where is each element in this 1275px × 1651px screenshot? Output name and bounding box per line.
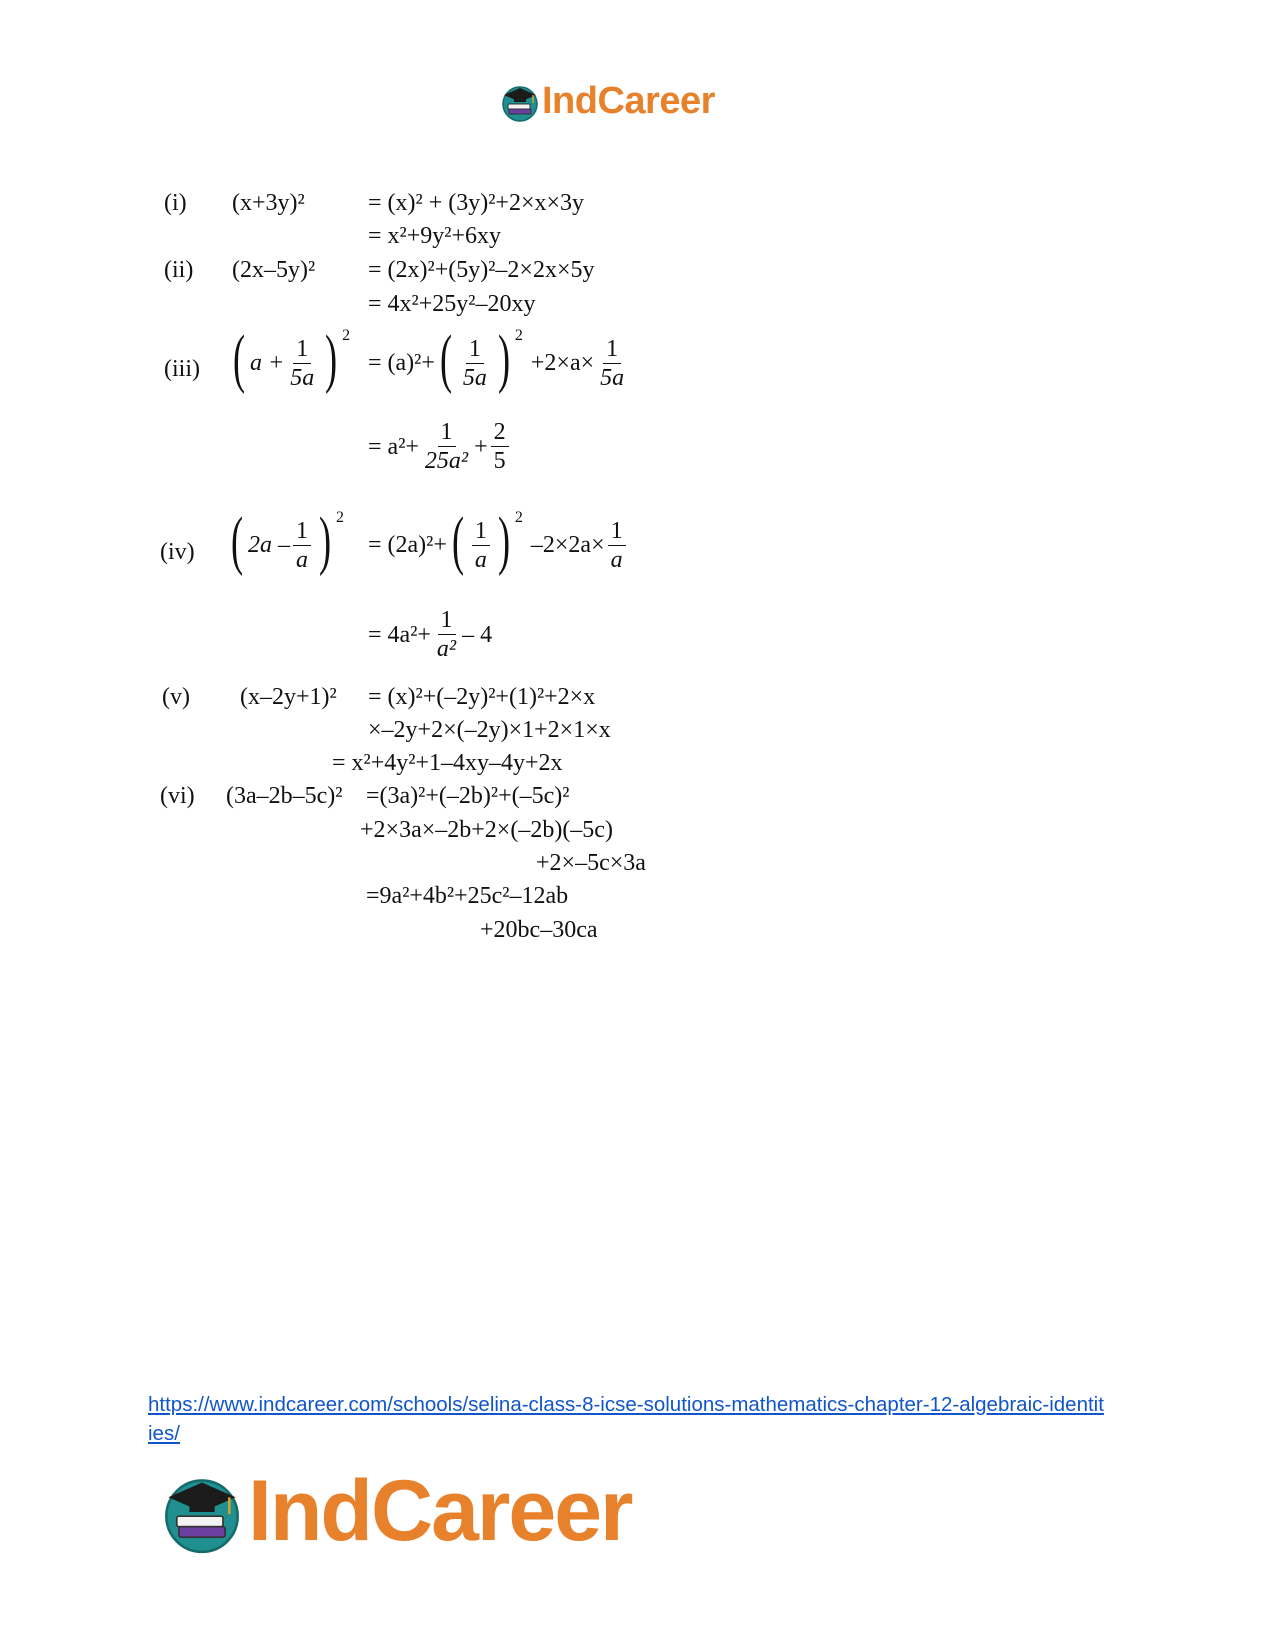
graduation-cap-icon [160, 1470, 244, 1554]
solution-v-step2: ×–2y+2×(–2y)×1+2×1×x [368, 717, 611, 743]
solution-iii-step1: = (a)²+ ( $\frac{1}{5a}$ ) 2 +2×a× $\frac{1}{5a}$ [368, 322, 625, 395]
solution-iii-expr-term: a + [249, 350, 285, 376]
solution-iii-label: (iii) [164, 356, 200, 382]
solution-i-expression: (x+3y)² [232, 190, 305, 216]
solution-iv-expression: ( 2a – $\frac{1}{a}$ ) 2 [230, 504, 344, 577]
solution-iii-step2: = a²+ $\frac{1}{\text{25a²}}$ + $\frac{2}{5}$ [368, 420, 512, 473]
solution-vi-step1: =(3a)²+(–2b)²+(–5c)² [366, 783, 570, 809]
solution-vi-label: (vi) [160, 783, 195, 809]
solution-ii-step1: = (2x)²+(5y)²–2×2x×5y [368, 257, 595, 283]
solution-iv-label: (iv) [160, 539, 195, 565]
solution-vi-step5: +20bc–30ca [480, 917, 598, 943]
solution-ii-expression: (2x–5y)² [232, 257, 316, 283]
source-url-link[interactable]: https://www.indcareer.com/schools/selina-class-8-icse-solutions-mathematics-chapter-12-algebraic-identities/ [148, 1393, 1104, 1445]
solution-vi-expression: (3a–2b–5c)² [226, 783, 343, 809]
solution-v-label: (v) [162, 684, 190, 710]
brand-name: IndCareer [542, 80, 715, 122]
solution-iii-expression: ( a + $\frac{1}{5a}$ ) 2 [232, 322, 351, 395]
solution-v-step1: = (x)²+(–2y)²+(1)²+2×x [368, 684, 596, 710]
solution-v-step3: = x²+4y²+1–4xy–4y+2x [332, 750, 563, 776]
solution-vi-step4: =9a²+4b²+25c²–12ab [366, 883, 569, 909]
solution-ii-step2: = 4x²+25y²–20xy [368, 291, 536, 317]
solution-i-label: (i) [164, 190, 187, 216]
solution-vi-step3: +2×–5c×3a [536, 850, 646, 876]
solution-iv-step2: = 4a²+ $\frac{1}{\text{a²}}$ – 4 [368, 607, 493, 662]
solution-iii-expr-fraction: $\frac{1}{5a}$ [290, 335, 315, 391]
solution-ii-label: (ii) [164, 257, 194, 283]
brand-name-large: IndCareer [248, 1463, 632, 1559]
solution-v-expression: (x–2y+1)² [240, 684, 337, 710]
solution-vi-step2: +2×3a×–2b+2×(–2b)(–5c) [360, 817, 613, 843]
solution-i-step1: = (x)² + (3y)²+2×x×3y [368, 190, 585, 216]
solution-iv-step1: = (2a)²+ ( $\frac{1}{a}$ ) 2 –2×2a× $\frac{1}{a}$ [368, 512, 629, 578]
solution-i-step2: = x²+9y²+6xy [368, 223, 501, 249]
footer-logo [160, 1462, 632, 1561]
